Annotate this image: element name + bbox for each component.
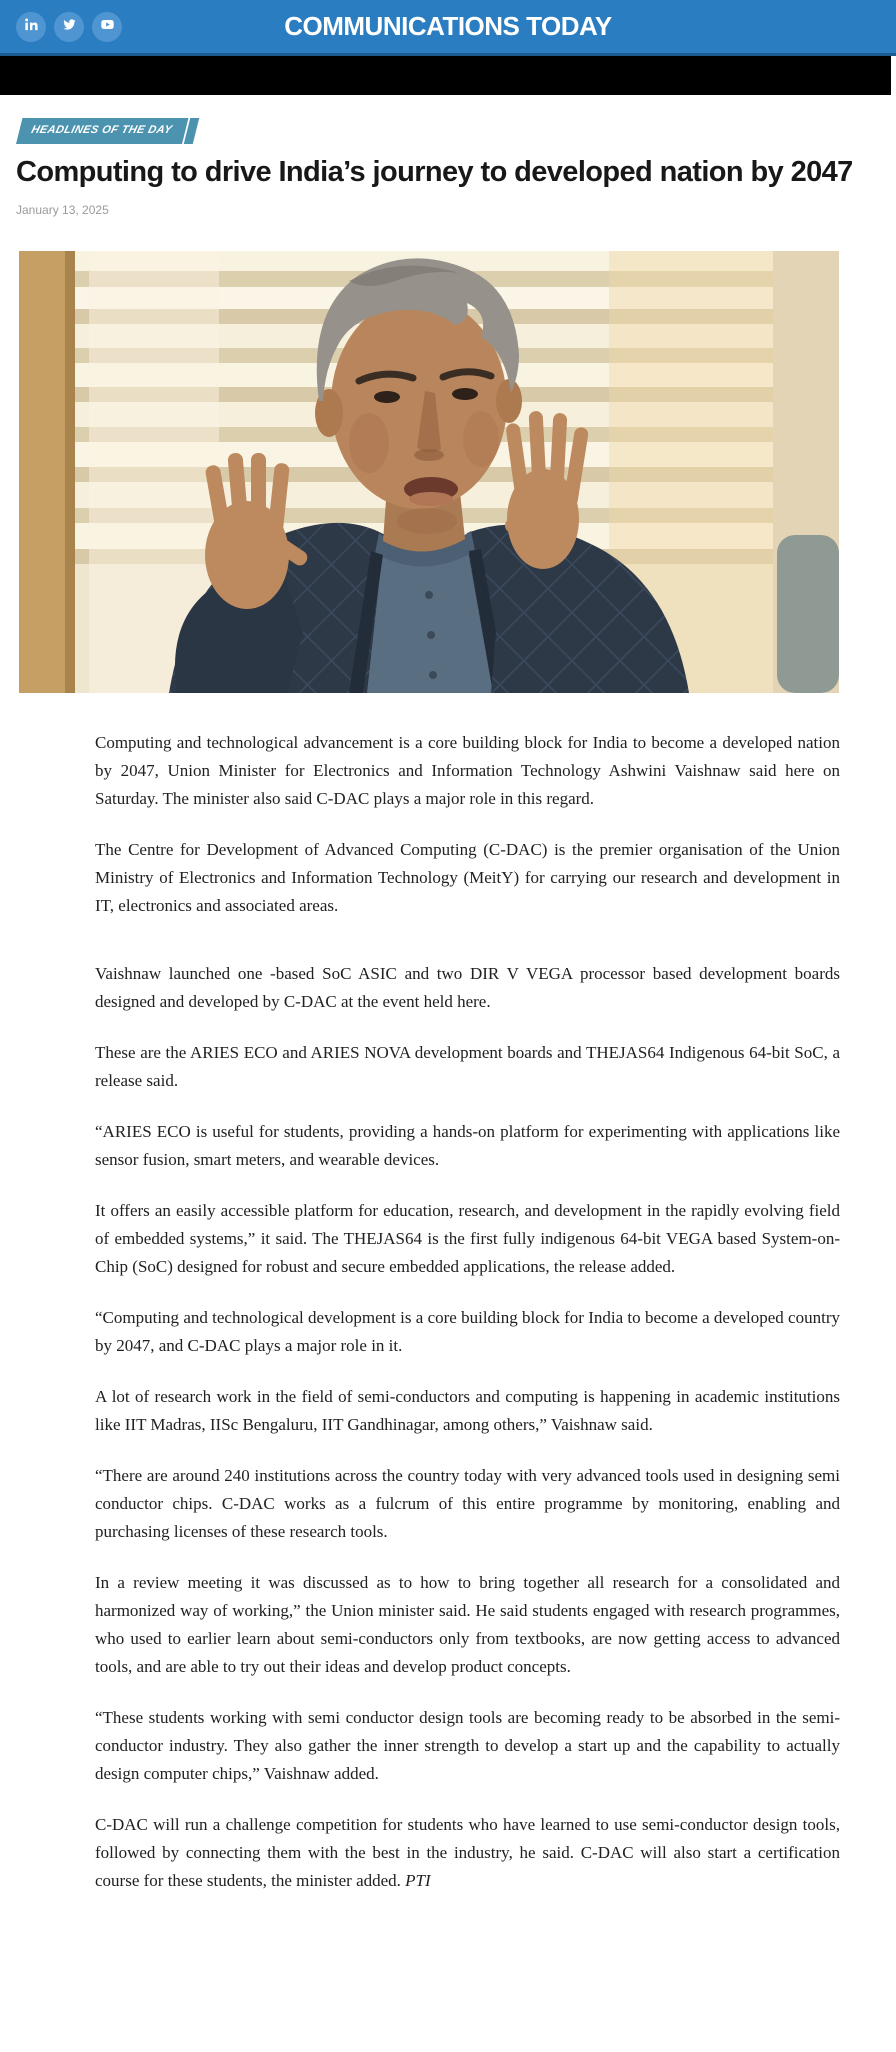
article-paragraph: Computing and technological advancement is a core building block for India to become a developed nation by 2047, Union Minister for Electronics and Information Technology Ashwini Vaishnaw said here on Saturday. The minister also said C-DAC plays a major role in this regard. — [95, 733, 840, 809]
article-paragraph: In a review meeting it was discussed as to how to bring together all research for a consolidated and harmonized way of working,” the Union minister said. He said students engaged with research programmes, who used to earlier learn about semi-conductors only from textbooks, are now getting access to advanced tools, and are able to try out their ideas and develop product concepts. — [95, 1573, 840, 1677]
category-badge[interactable]: HEADLINES OF THE DAY — [16, 118, 189, 144]
article-title: Computing to drive India’s journey to developed nation by 2047 — [16, 156, 853, 188]
article-image — [19, 251, 839, 693]
site-title[interactable]: COMMUNICATIONS TODAY — [284, 11, 612, 41]
article-date: January 13, 2025 — [16, 203, 109, 218]
article-paragraph: “Computing and technological development is a core building block for India to become a developed country by 2047, and C-DAC plays a major role in it. — [95, 1308, 840, 1356]
agency-credit: PTI — [400, 1871, 431, 1891]
article-paragraph: “There are around 240 institutions across the country today with very advanced tools used in designing semi conductor chips. C-DAC works as a fulcrum of this entire programme by monitoring, enabling and purchasing licenses of these research tools. — [95, 1466, 840, 1542]
article-paragraph: It offers an easily accessible platform for education, research, and development in the rapidly evolving field of embedded systems,” it said. The THEJAS64 is the first fully indigenous 64-bit VEGA based System-on-Chip (SoC) designed for robust and secure embedded applications, the release added. — [95, 1201, 840, 1277]
article-paragraph: These are the ARIES ECO and ARIES NOVA development boards and THEJAS64 Indigenous 64-bit SoC, a release said. — [95, 1043, 840, 1091]
article-paragraph: Vaishnaw launched one -based SoC ASIC and two DIR V VEGA processor based development boards designed and developed by C-DAC at the event held here. — [95, 964, 840, 1012]
article-body — [95, 729, 840, 1895]
article — [0, 118, 896, 1895]
minister-photo-illustration — [19, 251, 839, 693]
nav-bar — [0, 56, 891, 95]
article-paragraph: C-DAC will run a challenge competition for students who have learned to use semi-conductor design tools, followed by connecting them with the best in the industry, he said. C-DAC will also start a certification course for these students, the minister added. PTI — [95, 1815, 840, 1891]
article-paragraph: The Centre for Development of Advanced Computing (C-DAC) is the premier organisation of the Union Ministry of Electronics and Information Technology (MeitY) for carrying our research and development in IT, electronics and associated areas. — [95, 840, 840, 916]
article-paragraph: “These students working with semi conductor design tools are becoming ready to be absorbed in the semi-conductor industry. They also gather the inner strength to develop a start up and the capability to actually design computer chips,” Vaishnaw added. — [95, 1708, 840, 1784]
article-paragraph: A lot of research work in the field of semi-conductors and computing is happening in academic institutions like IIT Madras, IISc Bengaluru, IIT Gandhinagar, among others,” Vaishnaw said. — [95, 1387, 840, 1435]
article-paragraph: “ARIES ECO is useful for students, providing a hands-on platform for experimenting with applications like sensor fusion, smart meters, and wearable devices. — [95, 1122, 840, 1170]
top-bar — [0, 0, 896, 56]
